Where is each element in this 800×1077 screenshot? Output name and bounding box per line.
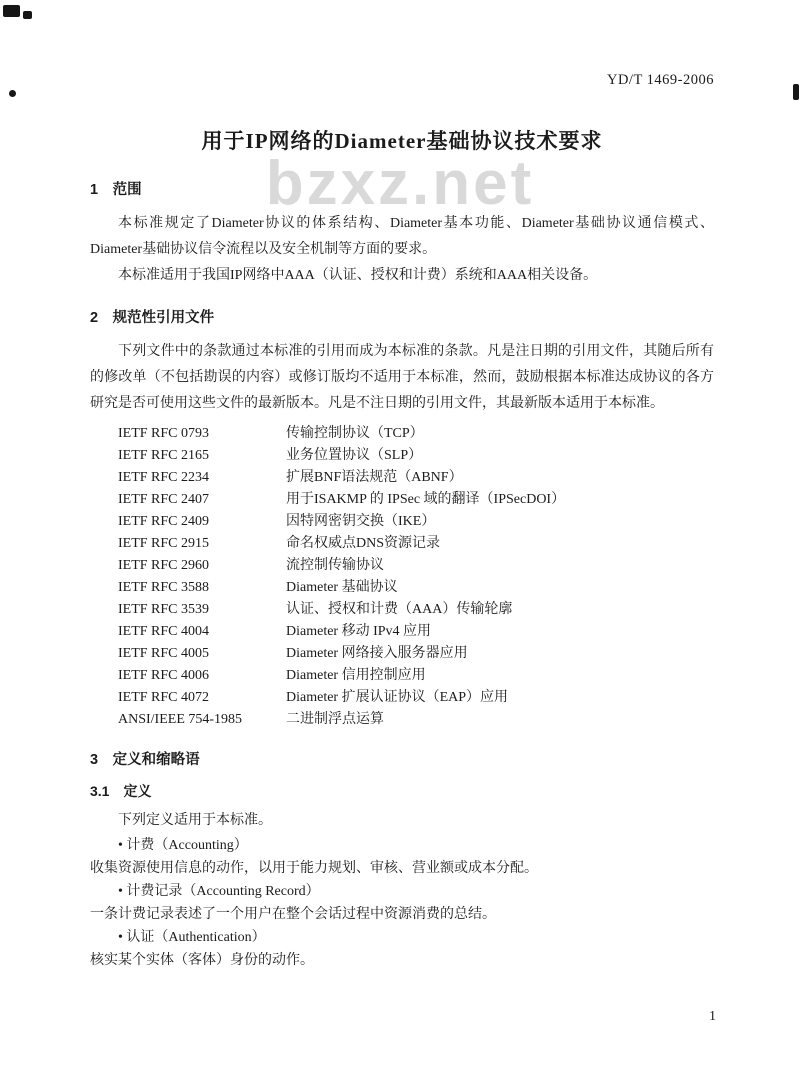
reference-row [118,533,714,555]
reference-desc: Diameter 信用控制应用 [286,668,426,683]
reference-id: IETF RFC 2915 [118,536,210,551]
reference-desc: 命名权威点DNS资源记录 [286,536,441,551]
paragraph: 下列定义适用于本标准。 [118,813,272,828]
paragraph: 本标准规定了Diameter协议的体系结构、Diameter基本功能、Diameter基础协议通信模式、Diameter基础协议信令流程以及安全机制等方面的要求。 [90,216,714,257]
reference-desc: 因特网密钥交换（IKE） [286,514,436,529]
reference-id: IETF RFC 4072 [118,690,210,705]
reference-id: IETF RFC 4006 [118,668,210,683]
paragraph: 本标准适用于我国IP网络中AAA（认证、授权和计费）系统和AAA相关设备。 [118,268,598,283]
definition-desc: 一条计费记录表述了一个用户在整个会话过程中资源消费的总结。 [90,907,496,922]
section-definitions [90,751,714,972]
reference-desc: Diameter 网络接入服务器应用 [286,646,468,661]
reference-desc: Diameter 移动 IPv4 应用 [286,624,432,639]
reference-id: IETF RFC 2165 [118,448,210,463]
section-heading-references: 2 规范性引用文件 [90,310,215,326]
section-normative-references [90,309,714,731]
reference-id: IETF RFC 2407 [118,492,210,507]
reference-desc: 业务位置协议（SLP） [286,448,423,463]
reference-id: IETF RFC 2960 [118,558,210,573]
reference-row [118,445,714,467]
reference-id: IETF RFC 0793 [118,426,210,441]
definition-desc: 核实某个实体（客体）身份的动作。 [90,953,314,968]
reference-id: IETF RFC 4005 [118,646,210,661]
definition-desc: 收集资源使用信息的动作，以用于能力规划、审核、营业额或成本分配。 [90,861,538,876]
watermark: bzxz.net [265,149,535,218]
reference-row [118,687,714,709]
reference-row [118,709,714,731]
doc-number: YD/T 1469-2006 [606,72,714,88]
reference-row [118,643,714,665]
reference-desc: 流控制传输协议 [286,558,384,573]
definition-list [90,834,714,972]
reference-desc: 二进制浮点运算 [286,712,384,727]
reference-row [118,489,714,511]
reference-row [118,577,714,599]
reference-row [118,599,714,621]
reference-row [118,511,714,533]
scan-artifact [23,11,32,19]
reference-desc: Diameter 扩展认证协议（EAP）应用 [286,690,509,705]
reference-row [118,467,714,489]
section-heading-definitions: 3 定义和缩略语 [90,752,200,768]
reference-desc: 认证、授权和计费（AAA）传输轮廓 [286,602,513,617]
page-number: 1 [709,1009,716,1024]
reference-row [118,621,714,643]
reference-desc: 扩展BNF语法规范（ABNF） [286,470,463,485]
reference-id: IETF RFC 2409 [118,514,210,529]
reference-id: IETF RFC 4004 [118,624,210,639]
reference-row [118,555,714,577]
page-title: 用于IP网络的Diameter基础协议技术要求 [201,129,603,153]
reference-desc: 用于ISAKMP 的 IPSec 域的翻译（IPSecDOI） [286,492,566,507]
reference-list [118,423,714,731]
document-header [90,72,714,89]
section-scope [90,181,714,289]
reference-desc: Diameter 基础协议 [286,580,398,595]
reference-id: IETF RFC 3539 [118,602,210,617]
definition-term: • 认证（Authentication） [118,930,266,945]
scan-artifact [3,5,20,17]
reference-id: IETF RFC 3588 [118,580,210,595]
definition-term: • 计费（Accounting） [118,838,248,853]
definition-term: • 计费记录（Accounting Record） [118,884,320,899]
scan-artifact [9,90,16,97]
subsection-heading-definitions: 3.1 定义 [90,783,152,799]
reference-desc: 传输控制协议（TCP） [286,426,424,441]
scan-artifact [793,84,799,100]
reference-id: IETF RFC 2234 [118,470,210,485]
reference-row [118,665,714,687]
reference-row [118,423,714,445]
reference-id: ANSI/IEEE 754-1985 [118,712,243,727]
section-heading-scope: 1 范围 [90,182,142,198]
paragraph: 下列文件中的条款通过本标准的引用而成为本标准的条款。凡是注日期的引用文件，其随后所有的修改单（不包括勘误的内容）或修订版均不适用于本标准，然而，鼓励根据本标准达成协议的各方研究是否可使用这些文件的最新版本。凡是不注日期的引用文件，其最新版本适用于本标准。 [90,344,714,411]
